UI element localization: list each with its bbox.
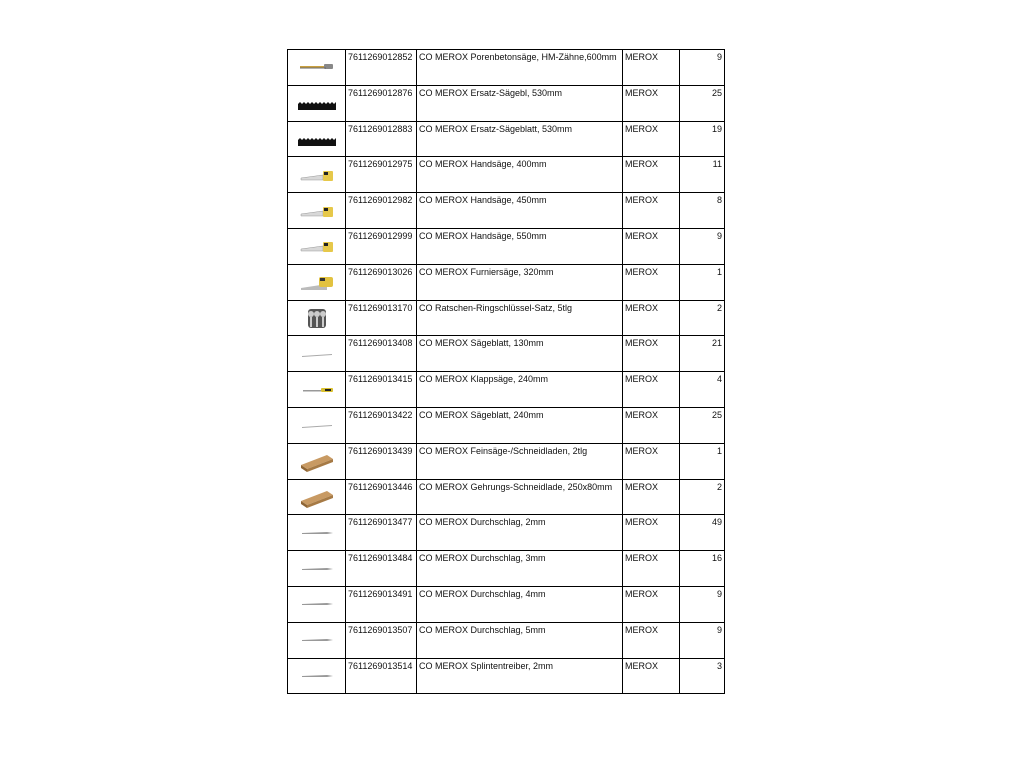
ean-cell: 7611269013422 [346, 407, 417, 443]
inventory-table [287, 49, 725, 694]
product-image-cell [288, 121, 346, 157]
hand-saw-icon [297, 163, 337, 187]
quantity-cell: 1 [680, 264, 725, 300]
table-row [288, 407, 725, 443]
ean-cell: 7611269013491 [346, 586, 417, 622]
quantity-cell: 2 [680, 479, 725, 515]
brand-cell: MEROX [623, 50, 680, 86]
quantity-cell: 1 [680, 443, 725, 479]
product-image-cell [288, 479, 346, 515]
product-image-cell [288, 336, 346, 372]
hand-saw-icon [297, 199, 337, 223]
quantity-cell: 9 [680, 228, 725, 264]
description-cell: CO Ratschen-Ringschlüssel-Satz, 5tlg [417, 300, 623, 336]
brand-cell: MEROX [623, 85, 680, 121]
description-cell: CO MEROX Feinsäge-/Schneidladen, 2tlg [417, 443, 623, 479]
quantity-cell: 9 [680, 50, 725, 86]
product-image-cell [288, 264, 346, 300]
brand-cell: MEROX [623, 372, 680, 408]
ean-cell: 7611269012982 [346, 193, 417, 229]
ean-cell: 7611269012883 [346, 121, 417, 157]
table-row [288, 443, 725, 479]
quantity-cell: 16 [680, 551, 725, 587]
ean-cell: 7611269012999 [346, 228, 417, 264]
table-row [288, 264, 725, 300]
brand-cell: MEROX [623, 515, 680, 551]
quantity-cell: 25 [680, 85, 725, 121]
ean-cell: 7611269013170 [346, 300, 417, 336]
quantity-cell: 4 [680, 372, 725, 408]
quantity-cell: 3 [680, 658, 725, 694]
table-row [288, 372, 725, 408]
ean-cell: 7611269013507 [346, 622, 417, 658]
quantity-cell: 2 [680, 300, 725, 336]
ean-cell: 7611269012975 [346, 157, 417, 193]
brand-cell: MEROX [623, 443, 680, 479]
punch-icon [297, 664, 337, 688]
thin-blade-icon [297, 413, 337, 437]
saw-blade-toothed-icon [297, 127, 337, 151]
ean-cell: 7611269012852 [346, 50, 417, 86]
description-cell: CO MEROX Porenbetonsäge, HM-Zähne,600mm [417, 50, 623, 86]
table-row [288, 551, 725, 587]
ean-cell: 7611269013026 [346, 264, 417, 300]
description-cell: CO MEROX Sägeblatt, 240mm [417, 407, 623, 443]
description-cell: CO MEROX Handsäge, 450mm [417, 193, 623, 229]
brand-cell: MEROX [623, 551, 680, 587]
quantity-cell: 25 [680, 407, 725, 443]
punch-icon [297, 557, 337, 581]
hacksaw-icon [297, 55, 337, 79]
product-image-cell [288, 228, 346, 264]
table-row [288, 479, 725, 515]
product-image-cell [288, 443, 346, 479]
punch-icon [297, 628, 337, 652]
table-row [288, 228, 725, 264]
table-row [288, 300, 725, 336]
hand-saw-icon [297, 234, 337, 258]
product-image-cell [288, 407, 346, 443]
brand-cell: MEROX [623, 300, 680, 336]
product-image-cell [288, 515, 346, 551]
wrench-set-icon [297, 306, 337, 330]
table-row [288, 157, 725, 193]
ean-cell: 7611269013408 [346, 336, 417, 372]
description-cell: CO MEROX Durchschlag, 5mm [417, 622, 623, 658]
description-cell: CO MEROX Handsäge, 400mm [417, 157, 623, 193]
brand-cell: MEROX [623, 121, 680, 157]
product-image-cell [288, 300, 346, 336]
punch-icon [297, 521, 337, 545]
description-cell: CO MEROX Durchschlag, 3mm [417, 551, 623, 587]
ean-cell: 7611269013446 [346, 479, 417, 515]
product-image-cell [288, 372, 346, 408]
quantity-cell: 11 [680, 157, 725, 193]
description-cell: CO MEROX Durchschlag, 2mm [417, 515, 623, 551]
ean-cell: 7611269013514 [346, 658, 417, 694]
product-image-cell [288, 551, 346, 587]
brand-cell: MEROX [623, 622, 680, 658]
quantity-cell: 9 [680, 622, 725, 658]
table-row [288, 121, 725, 157]
product-image-cell [288, 85, 346, 121]
quantity-cell: 19 [680, 121, 725, 157]
table-row [288, 658, 725, 694]
ean-cell: 7611269013484 [346, 551, 417, 587]
table-row [288, 50, 725, 86]
quantity-cell: 21 [680, 336, 725, 372]
description-cell: CO MEROX Klappsäge, 240mm [417, 372, 623, 408]
product-image-cell [288, 658, 346, 694]
description-cell: CO MEROX Sägeblatt, 130mm [417, 336, 623, 372]
table-row [288, 515, 725, 551]
saw-blade-toothed-icon [297, 91, 337, 115]
description-cell: CO MEROX Ersatz-Sägebl, 530mm [417, 85, 623, 121]
table-row [288, 586, 725, 622]
table-row [288, 336, 725, 372]
ean-cell: 7611269013477 [346, 515, 417, 551]
description-cell: CO MEROX Durchschlag, 4mm [417, 586, 623, 622]
thin-blade-icon [297, 342, 337, 366]
product-image-cell [288, 193, 346, 229]
ean-cell: 7611269013415 [346, 372, 417, 408]
folding-saw-icon [297, 378, 337, 402]
description-cell: CO MEROX Splintentreiber, 2mm [417, 658, 623, 694]
product-image-cell [288, 157, 346, 193]
ean-cell: 7611269012876 [346, 85, 417, 121]
brand-cell: MEROX [623, 336, 680, 372]
miter-box-icon [297, 449, 337, 473]
table-row [288, 193, 725, 229]
veneer-saw-icon [297, 270, 337, 294]
quantity-cell: 8 [680, 193, 725, 229]
description-cell: CO MEROX Handsäge, 550mm [417, 228, 623, 264]
ean-cell: 7611269013439 [346, 443, 417, 479]
brand-cell: MEROX [623, 228, 680, 264]
brand-cell: MEROX [623, 264, 680, 300]
table-row [288, 85, 725, 121]
brand-cell: MEROX [623, 586, 680, 622]
product-image-cell [288, 622, 346, 658]
punch-icon [297, 592, 337, 616]
brand-cell: MEROX [623, 157, 680, 193]
table-row [288, 622, 725, 658]
description-cell: CO MEROX Furniersäge, 320mm [417, 264, 623, 300]
quantity-cell: 9 [680, 586, 725, 622]
description-cell: CO MEROX Ersatz-Sägeblatt, 530mm [417, 121, 623, 157]
brand-cell: MEROX [623, 407, 680, 443]
brand-cell: MEROX [623, 479, 680, 515]
brand-cell: MEROX [623, 658, 680, 694]
description-cell: CO MEROX Gehrungs-Schneidlade, 250x80mm [417, 479, 623, 515]
miter-box-icon [297, 485, 337, 509]
product-image-cell [288, 50, 346, 86]
inventory-table-body [288, 50, 725, 694]
product-image-cell [288, 586, 346, 622]
brand-cell: MEROX [623, 193, 680, 229]
quantity-cell: 49 [680, 515, 725, 551]
